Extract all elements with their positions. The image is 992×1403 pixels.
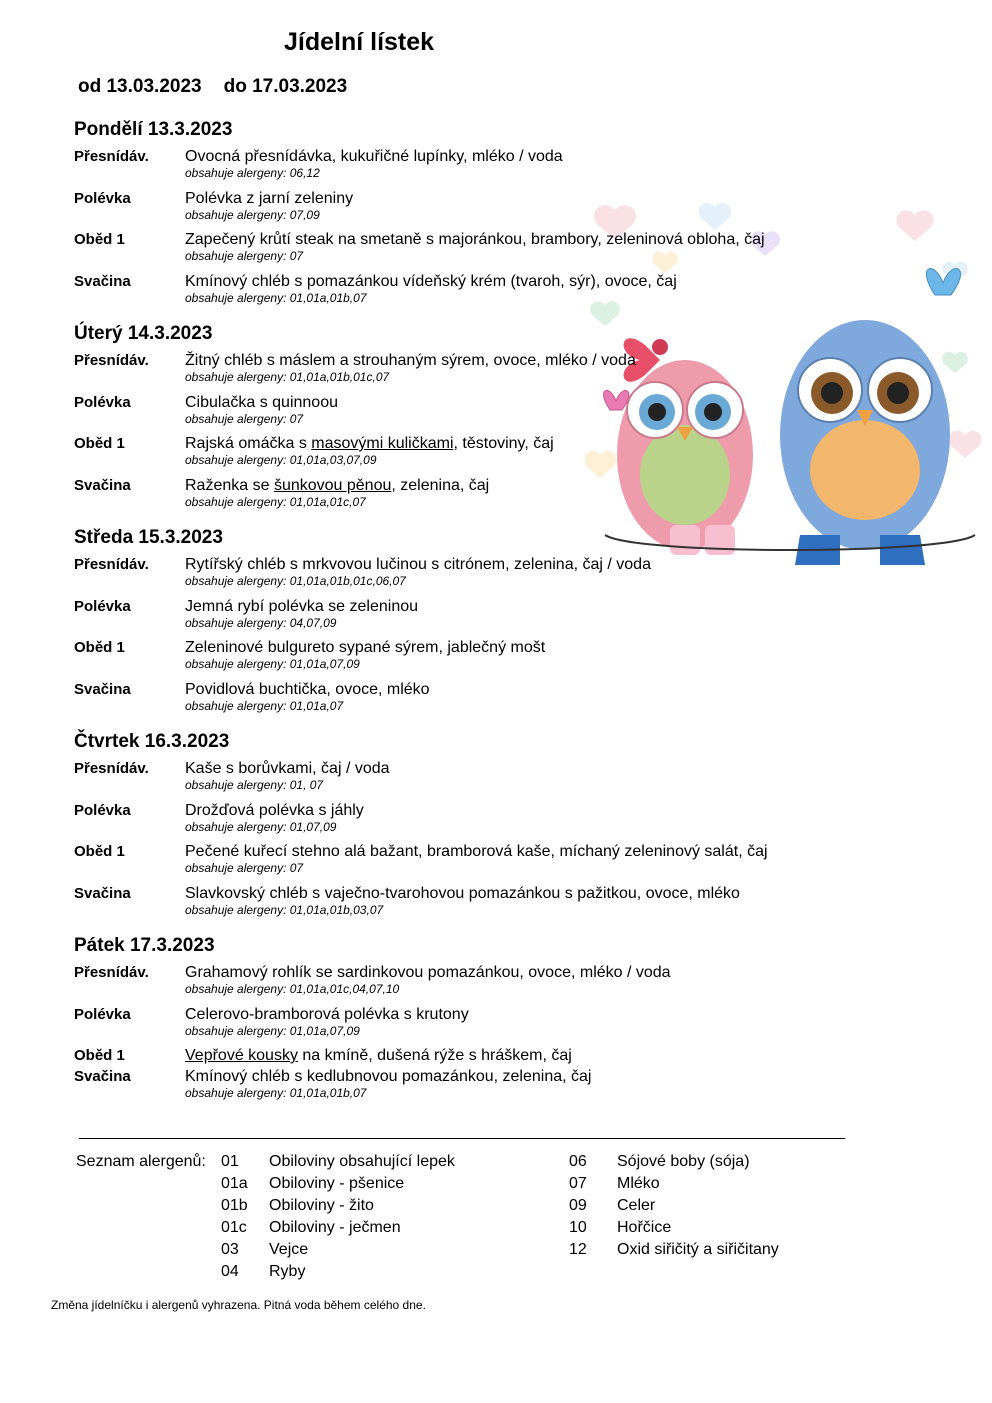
dish-text-underlined: šunkovou pěnou — [273, 476, 392, 494]
meal-label: Polévka — [74, 393, 131, 411]
dish-allergens: obsahuje alergeny: 01,01a,01b,07 — [185, 290, 367, 305]
allergen-name: Sójové boby (sója) — [617, 1153, 750, 1170]
dish-allergens: obsahuje alergeny: 01,01a,01c,04,07,10 — [185, 982, 400, 996]
dish-text: Slavkovský chléb s vaječno-tvarohovou pomazánkou s pažitkou, ovoce, mléko — [185, 884, 740, 902]
allergen-name: Hořčice — [617, 1219, 672, 1236]
meal-label: Přesnídáv. — [74, 760, 149, 777]
dish-allergens: obsahuje alergeny: 07 — [185, 249, 304, 263]
dish-text: Povidlová buchtička, ovoce, mléko — [185, 680, 430, 698]
dish-text: Grahamový rohlík se sardinkovou pomazánkou, ovoce, mléko / voda — [185, 964, 671, 981]
meal-label: Svačina — [74, 680, 131, 698]
meal-label: Polévka — [74, 597, 131, 615]
allergen-item — [569, 1239, 779, 1261]
dish-text-post: na kmíně, dušená rýže s hráškem, čaj — [297, 1047, 572, 1064]
meal-label: Polévka — [74, 801, 131, 819]
dish-allergens: obsahuje alergeny: 04,07,09 — [185, 615, 337, 630]
allergen-name: Celer — [617, 1197, 656, 1214]
dish-text — [185, 434, 834, 453]
meal-label: Oběd 1 — [74, 639, 125, 656]
dish-allergens: obsahuje alergeny: 01,01a,01b,07 — [185, 1086, 367, 1100]
allergen-code: 01b — [221, 1197, 248, 1214]
dish-text — [185, 1046, 834, 1065]
meal-label: Svačina — [74, 1068, 131, 1085]
dish-text: Celerovo-bramborová polévka s krutony — [185, 1005, 469, 1023]
meal-label: Přesnídáv. — [74, 352, 149, 369]
menu-row — [74, 434, 834, 476]
allergen-code: 03 — [221, 1241, 239, 1258]
allergen-code: 10 — [569, 1219, 587, 1236]
dish-allergens: obsahuje alergeny: 07,09 — [185, 207, 320, 222]
meal-label: Přesnídáv. — [74, 148, 149, 165]
allergen-name: Oxid siřičitý a siřičitany — [617, 1241, 779, 1258]
meal-label: Oběd 1 — [74, 843, 125, 860]
dish-text-underlined: masovými kuličkami, — [311, 435, 458, 452]
dish-text: Jemná rybí polévka se zeleninou — [185, 597, 419, 615]
allergen-item — [221, 1151, 455, 1173]
dish-text: Zapečený krůtí steak na smetaně s majoránkou, brambory, zeleninová obloha, čaj — [185, 231, 765, 248]
dish-allergens: obsahuje alergeny: 01,01a,01b,01c,06,07 — [185, 574, 406, 588]
dish-text-post: těstoviny, čaj — [457, 435, 554, 452]
day-title: Středa 15.3.2023 — [74, 527, 223, 548]
day-tuesday — [74, 321, 834, 517]
dish-text: Polévka z jarní zeleniny — [185, 189, 354, 207]
meal-label: Polévka — [74, 1005, 131, 1023]
dish-allergens: obsahuje alergeny: 01,01a,03,07,09 — [185, 453, 377, 467]
menu-row — [74, 759, 834, 801]
dish-allergens: obsahuje alergeny: 07 — [185, 411, 304, 426]
allergen-name: Ryby — [269, 1263, 306, 1280]
dish-text: Kmínový chléb s kedlubnovou pomazánkou, zelenina, čaj — [185, 1068, 592, 1085]
menu-row — [74, 476, 834, 518]
menu-row — [74, 597, 834, 639]
allergen-name: Obiloviny - pšenice — [269, 1175, 405, 1192]
allergen-item — [221, 1239, 455, 1261]
allergen-column-2 — [569, 1151, 779, 1261]
allergen-code: 07 — [569, 1175, 587, 1192]
allergen-name: Vejce — [269, 1241, 309, 1258]
menu-row — [74, 393, 834, 435]
menu-row — [74, 189, 834, 231]
dish-allergens: obsahuje alergeny: 01,07,09 — [185, 819, 337, 834]
dish-text-post: , zelenina, čaj — [391, 476, 490, 494]
allergen-code: 01 — [221, 1153, 239, 1170]
menu-row — [74, 884, 834, 926]
allergen-name: Obiloviny - ječmen — [269, 1219, 401, 1236]
dish-allergens: obsahuje alergeny: 01,01a,01b,03,07 — [185, 902, 384, 917]
menu-row — [74, 963, 834, 1005]
allergen-item — [569, 1151, 779, 1173]
allergen-item — [221, 1195, 455, 1217]
dish-text: Kmínový chléb s pomazánkou vídeňský krém (tvaroh, sýr), ovoce, čaj — [185, 272, 677, 290]
day-title: Pátek 17.3.2023 — [74, 935, 215, 956]
menu-row — [74, 147, 834, 189]
allergen-code: 01a — [221, 1175, 248, 1192]
day-title: Čtvrtek 16.3.2023 — [74, 731, 230, 752]
date-to: do 17.03.2023 — [223, 76, 348, 97]
day-thursday — [74, 729, 834, 925]
allergen-item — [221, 1173, 455, 1195]
menu-row — [74, 638, 834, 680]
meal-label: Oběd 1 — [74, 231, 125, 248]
day-monday — [74, 117, 834, 313]
menu-days — [74, 117, 834, 1109]
dish-text: Cibulačka s quinnoou — [185, 393, 338, 411]
date-range — [78, 76, 347, 98]
dish-text-pre: Rajská omáčka s — [185, 435, 312, 452]
allergen-item — [221, 1217, 455, 1239]
menu-row — [74, 1005, 834, 1047]
day-title: Pondělí 13.3.2023 — [74, 119, 233, 140]
allergen-code: 04 — [221, 1263, 239, 1280]
menu-row — [74, 555, 834, 597]
dish-text: Drožďová polévka s jáhly — [185, 801, 364, 819]
meal-label: Svačina — [74, 272, 131, 290]
allergen-code: 12 — [569, 1241, 587, 1258]
dish-text: Ovocná přesnídávka, kukuřičné lupínky, mléko / voda — [185, 148, 563, 165]
meal-label: Oběd 1 — [74, 435, 125, 452]
divider — [79, 1138, 845, 1139]
allergen-item — [221, 1261, 455, 1283]
dish-text-pre: Raženka se — [185, 476, 274, 494]
allergen-code: 09 — [569, 1197, 587, 1214]
dish-allergens: obsahuje alergeny: 01,01a,01c,07 — [185, 494, 366, 509]
dish-text: Kaše s borůvkami, čaj / voda — [185, 760, 390, 777]
menu-row — [74, 1067, 834, 1109]
dish-text: Rytířský chléb s mrkvovou lučinou s citrónem, zelenina, čaj / voda — [185, 556, 651, 573]
dish-allergens: obsahuje alergeny: 01,01a,07,09 — [185, 657, 360, 671]
allergen-code: 01c — [221, 1219, 247, 1236]
meal-label: Svačina — [74, 884, 131, 902]
menu-row — [74, 351, 834, 393]
meal-label: Polévka — [74, 189, 131, 207]
allergen-code: 06 — [569, 1153, 587, 1170]
dish-allergens: obsahuje alergeny: 01,01a,07 — [185, 698, 344, 713]
menu-row — [74, 230, 834, 272]
menu-row — [74, 801, 834, 843]
meal-label: Oběd 1 — [74, 1047, 125, 1064]
dish-allergens: obsahuje alergeny: 06,12 — [185, 166, 320, 180]
dish-allergens: obsahuje alergeny: 01,01a,01b,01c,07 — [185, 370, 390, 384]
allergen-list-label: Seznam alergenů: — [76, 1153, 206, 1170]
menu-row — [74, 680, 834, 722]
menu-row — [74, 842, 834, 884]
allergen-name: Obiloviny obsahující lepek — [269, 1153, 455, 1170]
allergen-item — [569, 1173, 779, 1195]
page-title: Jídelní lístek — [284, 28, 435, 56]
meal-label: Přesnídáv. — [74, 556, 149, 573]
dish-text — [185, 476, 834, 495]
day-wednesday — [74, 525, 834, 721]
dish-allergens: obsahuje alergeny: 07 — [185, 861, 304, 875]
allergen-item — [569, 1195, 779, 1217]
dish-text-underlined: Vepřové kousky — [185, 1047, 298, 1064]
allergen-column-1 — [221, 1151, 455, 1283]
day-title: Úterý 14.3.2023 — [74, 323, 213, 344]
day-friday — [74, 933, 834, 1109]
allergen-name: Obiloviny - žito — [269, 1197, 374, 1214]
dish-text: Zeleninové bulgureto sypané sýrem, jablečný mošt — [185, 639, 546, 656]
dish-allergens: obsahuje alergeny: 01, 07 — [185, 778, 324, 792]
dish-allergens: obsahuje alergeny: 01,01a,07,09 — [185, 1023, 360, 1038]
meal-label: Přesnídáv. — [74, 964, 149, 981]
meal-label: Svačina — [74, 476, 131, 494]
footer-note: Změna jídelníčku i alergenů vyhrazena. Pitná voda během celého dne. — [51, 1298, 426, 1312]
dish-text: Pečené kuřecí stehno alá bažant, bramborová kaše, míchaný zeleninový salát, čaj — [185, 843, 768, 860]
allergen-name: Mléko — [617, 1175, 660, 1192]
date-from: od 13.03.2023 — [78, 76, 202, 97]
menu-row — [74, 272, 834, 314]
menu-row — [74, 1046, 834, 1067]
dish-text: Žitný chléb s máslem a strouhaným sýrem, ovoce, mléko / voda — [185, 352, 636, 369]
allergen-item — [569, 1217, 779, 1239]
